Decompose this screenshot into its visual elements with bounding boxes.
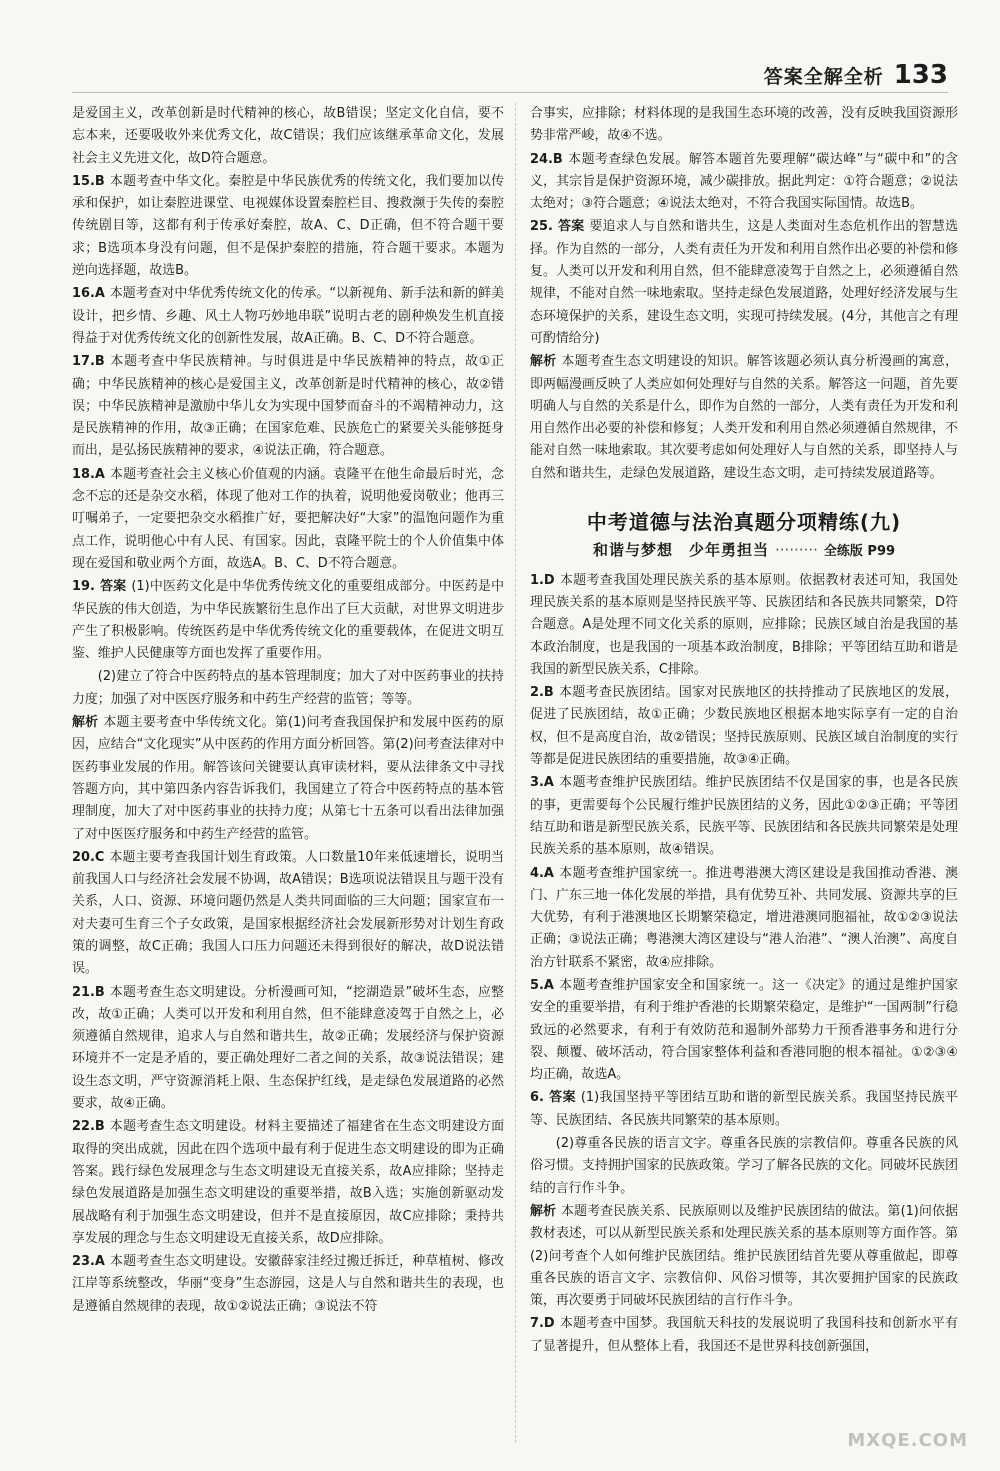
answer-text: (2)建立了符合中医药特点的基本管理制度；加大了对中医药事业的扶持力度；加强了对中医医疗服务和中药生产经营的监管；等等。: [72, 669, 504, 707]
left-column: [72, 103, 504, 1319]
answer-entry: [72, 712, 504, 846]
answer-text: 本题考查我国处理民族关系的基本原则。依据教材表述可知，我国处理民族关系的基本原则是坚持民族平等、民族团结和各民族共同繁荣，D符合题意。A是处理不同文化关系的原则，应排除；民族区域自治是我国的基本政治制度，也是我国的一项基本政治制度，B排除；平等团结互助和谐是我国的新型民族关系，C排除。: [530, 572, 958, 677]
question-number: 19.: [72, 579, 95, 595]
header-title: 答案全解全析: [763, 66, 884, 88]
answer-entry: [530, 216, 958, 350]
answer-text: 本题考查维护国家安全和国家统一。这一《决定》的通过是维护国家安全的重要举措，有利于维护香港的长期繁荣稳定，是维护“一国两制”行稳致远的必然要求，有利于有效防范和遏制外部势力干预香港事务和进行分裂、颠覆、破坏活动，符合国家整体利益和香港同胞的根本福祉。①②③④均正确，故选A。: [530, 977, 958, 1083]
answer-text: 本题考查中华文化。秦腔是中华民族优秀的传统文化，我们要加以传承和保护，如让秦腔进课堂、电视媒体设置秦腔栏目、搜救濒于失传的秦腔传统剧目等，这都有利于传承好秦腔，故A、C、D正确，但不符合题干要求；B选项本身没有问题，但不是保护秦腔的措施，符合题干要求。本题为逆向选择题，故选B。: [72, 173, 504, 279]
question-number: 18.A: [72, 466, 105, 482]
answer-entry: [530, 682, 958, 771]
question-number: 22.B: [72, 1119, 105, 1135]
answer-text: 本题考查社会主义核心价值观的内涵。袁隆平在他生命最后时光，念念不忘的还是杂交水稻，体现了他对工作的执着，说明他爱岗敬业；他再三叮嘱弟子，一定要把杂交水稻推广好，要把解决好“大家”的温饱问题作为重点工作，说明他心中有人民、有国家。因此，袁隆平院士的个人价值集中体现在爱国和敬业两个方面，故选A。B、C、D不符合题意。: [72, 466, 504, 571]
question-number: 4.A: [530, 865, 554, 881]
question-number: 20.C: [72, 849, 105, 865]
right-column: [530, 103, 958, 1359]
answer-entry: [72, 982, 504, 1116]
answer-entry: [72, 847, 504, 981]
answer-text: 本题考查民族关系、民族原则以及维护民族团结的做法。第(1)问依据教材表述，可以从新型民族关系和处理民族关系的基本原则等方面作答。第(2)问考查个人如何维护民族团结。维护民族团结首先要从尊重做起，即尊重各民族的语言文字、宗教信仰、风俗习惯等，其次要拥护国家的民族政策，再次要勇于同破坏民族团结的言行作斗争。: [530, 1203, 959, 1309]
answer-entry: [72, 103, 504, 170]
question-number: 23.A: [72, 1254, 105, 1270]
answer-entry: [530, 975, 958, 1086]
answer-text: 合事实，应排除；材料体现的是我国生态环境的改善，没有反映我国资源形势非常严峻，故④不选。: [530, 106, 958, 144]
answer-text: 要追求人与自然和谐共生，这是人类面对生态危机作出的智慧选择。作为自然的一部分，人类有责任为开发和利用自然作出必要的补偿和修复。人类可以开发和利用自然，但不能肆意凌驾于自然之上，必须遵循自然规律，不能对自然一味地索取。坚持走绿色发展道路，处理好经济发展与生态环境保护的关系，建设生态文明，实现可持续发展。(4分，其他言之有理可酌情给分): [530, 219, 958, 346]
answer-tag: 解析: [530, 354, 557, 370]
watermark-url: MXQE.COM: [847, 1430, 968, 1451]
answer-entry: [530, 103, 958, 148]
question-number: 7.D: [530, 1316, 555, 1332]
answer-text: (2)尊重各民族的语言文字。尊重各民族的宗教信仰。尊重各民族的风俗习惯。支持拥护国家的民族政策。学习了解各民族的文化。同破坏民族团结的言行作斗争。: [530, 1136, 958, 1196]
column-divider: [515, 103, 516, 1443]
answer-entry: [530, 1133, 958, 1200]
answer-entry: [72, 351, 504, 462]
answer-tag: 答案: [557, 219, 585, 235]
answer-text: 本题考查生态文明建设。材料主要描述了福建省在生态文明建设方面取得的突出成就，因此在四个选项中最有利于促进生态文明建设的即为正确答案。践行绿色发展理念与生态文明建设无直接关系，故A应排除；坚持走绿色发展道路是加强生态文明建设的重要举措，故B入选；实施创新驱动发展战略有利于加强生态文明建设，但并不是直接原因，故C应排除；秉持共享发展的理念与生态文明建设无直接关系，故D应排除。: [72, 1119, 504, 1246]
answer-text: 本题主要考查中华传统文化。第(1)问考查我国保护和发展中医药的原因，应结合“文化现实”从中医药的作用方面分析回答。第(2)问考查法律对中医药事业发展的作用。解答该问关键要认真审读材料，要从法律条文中寻找答题方向，其中第四条内容告诉我们，我国建立了符合中医药特点的基本管理制度，加大了对中医药事业的扶持力度；从第七十五条可以看出法律加强了对中医医疗服务和中药生产经营的监管。: [72, 715, 504, 842]
question-number: 6.: [530, 1090, 544, 1106]
answer-tag: 解析: [530, 1203, 557, 1219]
question-number: 17.B: [72, 354, 105, 370]
right-top-entries: [530, 103, 958, 485]
answer-entry: [530, 570, 958, 681]
answer-text: 本题考查生态文明建设的知识。解答该题必须认真分析漫画的寓意，即两幅漫画反映了人类应如何处理好与自然的关系。解答这一问题，首先要明确人与自然的关系是什么，即作为自然的一部分，人类有责任为开发和利用自然作出必要的补偿和修复；人类开发和利用自然必须遵循自然规律，不能对自然一味地索取。其次要考虑如何处理好人与自然的关系，即坚持人与自然和谐共生，走绿色发展道路，建设生态文明，走可持续发展道路等。: [530, 354, 959, 481]
answer-tag: 答案: [99, 579, 127, 595]
answer-text: 本题考查中华民族精神。与时俱进是中华民族精神的特点，故①正确；中华民族精神的核心是爱国主义，改革创新是时代精神的核心，故②错误；中华民族精神是激励中华儿女为实现中国梦而奋斗的不竭精神动力，这是民族精神的作用，故③正确；在国家危难、民族危亡的紧要关头能够挺身而出，是弘扬民族精神的要求，④说法正确，符合题意。: [72, 354, 504, 459]
right-bottom-entries: [530, 570, 958, 1358]
question-number: 2.B: [530, 685, 554, 701]
question-number: 1.D: [530, 572, 555, 588]
answer-text: 本题考查维护国家统一。推进粤港澳大湾区建设是我国推动香港、澳门、广东三地一体化发展的举措，具有优势互补、共同发展、资源共享的巨大优势，有利于港澳地区长期繁荣稳定，增进港澳同胞福祉，故①②③说法正确；③说法正确；粤港澳大湾区建设与“港人治港”、“澳人治澳”、高度自治方针联系不紧密，故④应排除。: [530, 865, 958, 970]
question-number: 21.B: [72, 984, 105, 1000]
answer-entry: [72, 283, 504, 350]
question-number: 16.A: [72, 286, 105, 302]
answer-entry: [530, 351, 958, 485]
answer-text: 本题考查生态文明建设。分析漫画可知，“挖湖造景”破坏生态，应整改，故①正确；人类可以开发和利用自然，但不能肆意凌驾于自然之上，必须遵循自然规律，追求人与自然和谐共生，故②正确；发展经济与保护资源环境并不一定是矛盾的，要正确处理好二者之间的关系，故③说法错误；建设生态文明，严守资源消耗上限、生态保护红线，是走绿色发展道路的必然要求，故④正确。: [72, 984, 504, 1112]
answer-text: 本题考查中国梦。我国航天科技的发展说明了我国科技和创新水平有了显著提升，但从整体上看，我国还不是世界科技创新强国，: [530, 1316, 958, 1354]
answer-text: 本题考查民族团结。国家对民族地区的扶持推动了民族地区的发展，促进了民族团结，故①正确；少数民族地区根据本地实际享有一定的自治权，但不是高度自治，故②错误；坚持民族原则、民族区域自治制度的实行等都是促进民族团结的重要措施，故③④正确。: [530, 685, 958, 768]
answer-text: 本题考查绿色发展。解答本题首先要理解“碳达峰”与“碳中和”的含义，其宗旨是保护资源环境，减少碳排放。据此判定：①符合题意；②说法太绝对；③符合题意；④说法太绝对，不符合我国实际国情。故选B。: [530, 151, 958, 212]
answer-tag: 答案: [548, 1090, 576, 1106]
answer-tag: 解析: [72, 715, 99, 731]
question-number: 3.A: [530, 775, 554, 791]
question-number: 15.B: [72, 173, 105, 189]
answer-text: 是爱国主义，改革创新是时代精神的核心，故B错误；坚定文化自信，要不忘本来，还要吸收外来优秀文化，故C错误；我们应该继承革命文化，发展社会主义先进文化，故D符合题意。: [72, 106, 504, 166]
section-page-ref: 全练版 P99: [823, 544, 896, 560]
answer-text: 本题考查维护民族团结。维护民族团结不仅是国家的事，也是各民族的事，更需要每个公民履行维护民族团结的义务，因此①②③正确；平等团结互助和谐是新型民族关系，民族平等、民族团结和各民族共同繁荣是处理民族关系的基本原则，故④错误。: [530, 775, 958, 858]
answer-entry: [530, 1087, 958, 1132]
answer-text: (1)中医药文化是中华优秀传统文化的重要组成部分。中医药是中华民族的伟大创造，为中华民族繁衍生息作出了巨大贡献，对世界文明进步产生了积极影响。传统医药是中华优秀传统文化的重要载体，在促进文明互鉴、维护人民健康等方面也发挥了重要作用。: [72, 579, 505, 662]
answer-text: 本题主要考查我国计划生育政策。人口数量10年来低速增长，说明当前我国人口与经济社会发展不协调，故A错误；B选项说法错误且与题干没有关系，人口、资源、环境问题仍然是人类共同面临的三大问题；国家宣布一对夫妻可生育三个子女政策，是国家根据经济社会发展新形势对计划生育政策的调整，故C正确；我国人口压力问题还未得到很好的解决，故D说法错误。: [72, 849, 504, 977]
answer-entry: [72, 576, 504, 665]
answer-entry: [72, 666, 504, 711]
answer-text: (1)我国坚持平等团结互助和谐的新型民族关系。我国坚持民族平等、民族团结、各民族共同繁荣的基本原则。: [530, 1090, 958, 1128]
section-title: 中考道德与法治真题分项精练(九): [586, 510, 902, 535]
question-number: 25.: [530, 219, 553, 235]
answer-entry: [72, 171, 504, 282]
answer-entry: [530, 1201, 958, 1312]
watermark-logo: [770, 1381, 970, 1451]
answer-entry: [72, 1251, 504, 1318]
answer-entry: [72, 1116, 504, 1250]
section-subtitle-row: [530, 539, 958, 563]
question-number: 24.B: [530, 151, 563, 167]
section-subtitle: 和谐与梦想 少年勇担当: [592, 541, 769, 560]
header-rule: [72, 92, 948, 93]
answer-text: 本题考查对中华优秀传统文化的传承。“以新视角、新手法和新的鲜美设计，把乡情、乡趣、风土人物巧妙地串联”说明古老的剧种焕发生机直接得益于对优秀传统文化的创新性发展，故A正确。B、C、D不符合题意。: [72, 286, 504, 346]
page-number: 133: [893, 60, 948, 90]
answer-entry: [530, 863, 958, 974]
answer-entry: [530, 149, 958, 216]
answer-entry: [72, 464, 504, 575]
answer-entry: [530, 772, 958, 861]
leader-dots: ·········: [774, 541, 818, 560]
page-header: [764, 60, 948, 90]
answer-entry: [530, 1313, 958, 1358]
answer-text: 本题考查生态文明建设。安徽薛家洼经过搬迁拆迁，种草植树、修改江岸等系统整改，华丽“变身”生态游园，这是人与自然和谐共生的表现，也是遵循自然规律的表现，故①②说法正确；③说法不符: [72, 1254, 504, 1314]
question-number: 5.A: [530, 977, 554, 993]
